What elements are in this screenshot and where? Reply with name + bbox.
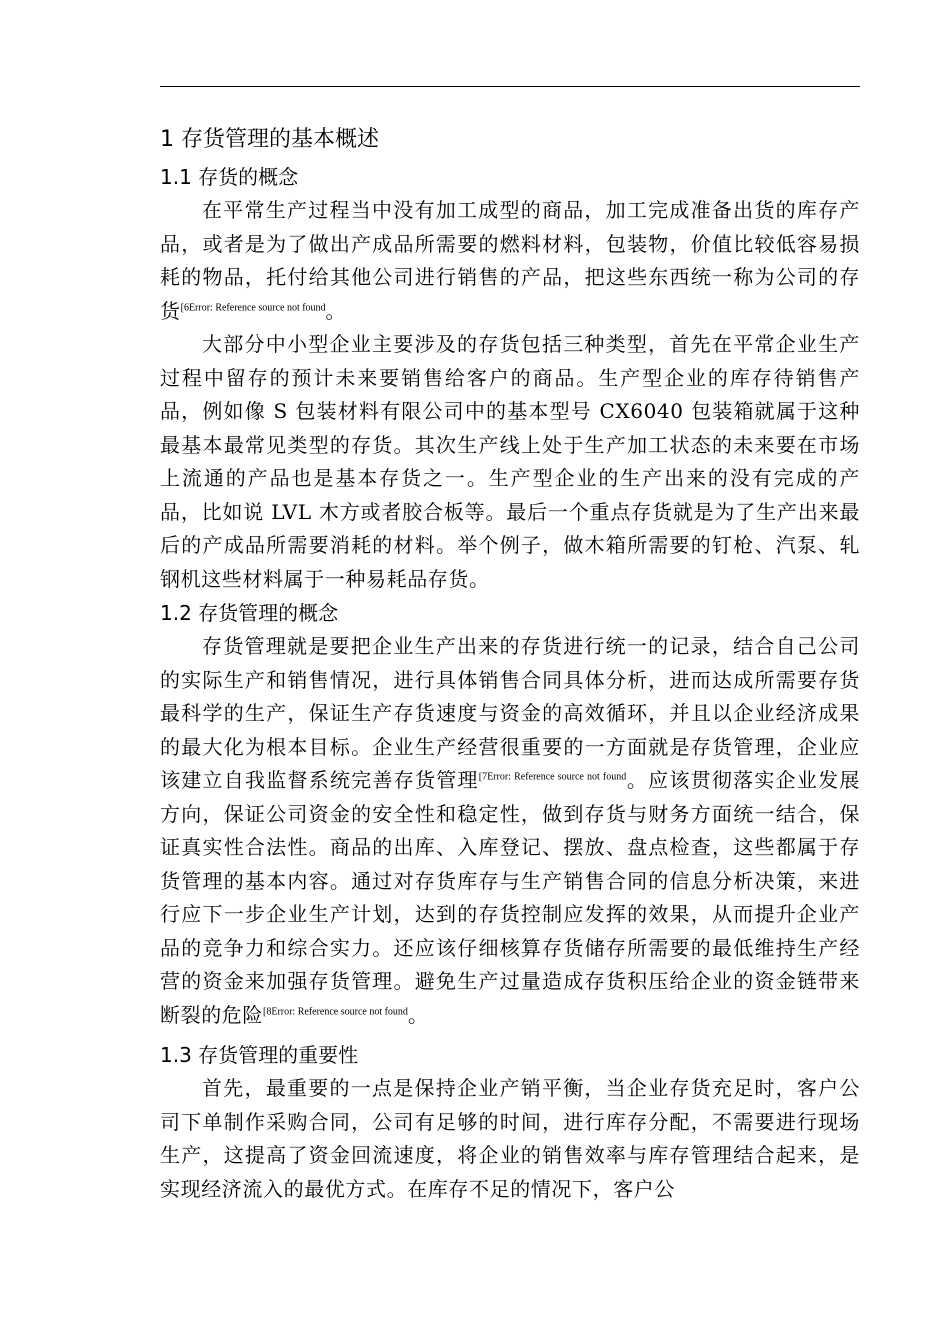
paragraph-text: 。应该贯彻落实企业发展方向，保证公司资金的安全性和稳定性，做到存货与财务方面统一结合，保证真实性合法性。商品的出库、入库登记、摆放、盘点检查，这些都属于存货管理的基本内容。通过对存货库存与生产销售合同的信息分析决策，来进行应下一步企业生产计划，达到的存货控制应发挥的效果，从而提升企业产品的竞争力和综合实力。还应该仔细核算存货储存所需要的最低维持生产经营的资金来加强存货管理。避免生产过量造成存货积压给企业的资金链带来断裂的危险 xyxy=(160,768,860,1027)
section-heading-1-1: 1.1 存货的概念 xyxy=(160,165,299,189)
paragraph-text: 在平常生产过程当中没有加工成型的商品，加工完成准备出货的库存产品，或者是为了做出产成品所需要的燃料材料，包装物，价值比较低容易损耗的物品，托付给其他公司进行销售的产品，把这些东西统一称为公司的存货 xyxy=(160,198,860,323)
paragraph-end: 。 xyxy=(407,1002,429,1027)
paragraph-inventory-concept xyxy=(160,194,860,328)
document-body xyxy=(160,120,860,1206)
paragraph-inventory-management xyxy=(160,630,860,1032)
section-heading-1-3: 1.3 存货管理的重要性 xyxy=(160,1043,359,1067)
header-rule xyxy=(160,86,860,87)
paragraph-text: 存货管理就是要把企业生产出来的存货进行统一的记录，结合自己公司的实际生产和销售情况，进行具体销售合同具体分析，进而达成所需要存货最科学的生产，保证生产存货速度与资金的高效循环，并且以企业经济成果的最大化为根本目标。企业生产经营很重要的一方面就是存货管理，企业应该建立自我监督系统完善存货管理 xyxy=(160,634,860,792)
reference-citation: [7Error: Reference source not found xyxy=(478,771,627,783)
chapter-heading: 1 存货管理的基本概述 xyxy=(160,127,379,152)
paragraph-end: 。 xyxy=(325,298,347,323)
section-heading-1-2: 1.2 存货管理的概念 xyxy=(160,601,339,625)
paragraph-inventory-types: 大部分中小型企业主要涉及的存货包括三种类型，首先在平常企业生产过程中留存的预计未来要销售给客户的商品。生产型企业的库存待销售产品，例如像 S 包装材料有限公司中的基本型号 CX6040 包装箱就属于这种最基本最常见类型的存货。其次生产线上处于生产加工状态的未来要在市场上流通的产品也是基本存货之一。生产型企业的生产出来的没有完成的产品，比如说 LVL 木方或者胶合板等。最后一个重点存货就是为了生产出来最后的产成品所需要消耗的材料。举个例子，做木箱所需要的钉枪、汽泵、轧钢机这些材料属于一种易耗品存货。 xyxy=(160,332,860,591)
reference-citation: [6Error: Reference source not found xyxy=(180,301,326,313)
paragraph-management-importance: 首先，最重要的一点是保持企业产销平衡，当企业存货充足时，客户公司下单制作采购合同，公司有足够的时间，进行库存分配，不需要进行现场生产，这提高了资金回流速度，将企业的销售效率与库存管理结合起来，是实现经济流入的最优方式。在库存不足的情况下，客户公 xyxy=(160,1076,860,1201)
reference-citation: [8Error: Reference source not found xyxy=(263,1005,408,1017)
